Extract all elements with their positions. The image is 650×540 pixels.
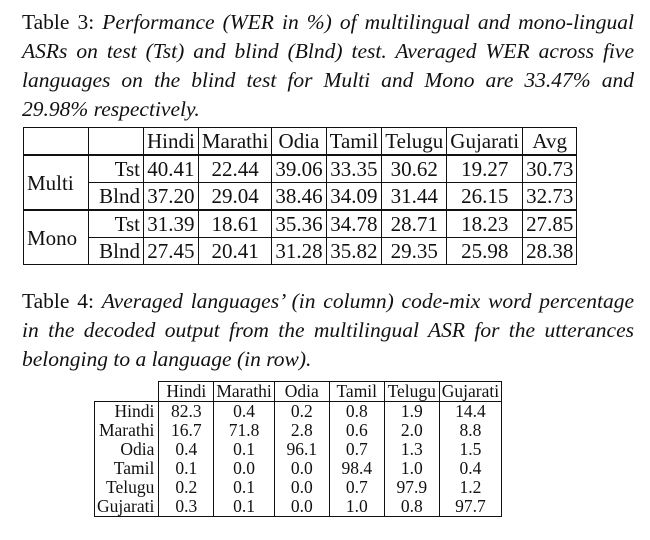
table-row	[24, 155, 577, 183]
table4-header: Gujarati	[439, 382, 501, 402]
table4-cell: 0.7	[329, 440, 384, 459]
table-row	[95, 440, 502, 459]
table3-cell: 20.41	[198, 238, 271, 265]
table3-corner-cell	[24, 128, 89, 156]
table4-cell: 0.2	[274, 402, 329, 422]
table4-header: Odia	[274, 382, 329, 402]
table3-header: Avg	[523, 128, 577, 156]
table4-cell: 16.7	[159, 421, 214, 440]
table4-cell: 0.4	[159, 440, 214, 459]
table4-header: Marathi	[214, 382, 274, 402]
table3-cell: 35.36	[272, 210, 326, 238]
table3-header: Hindi	[144, 128, 199, 156]
table3-header: Telugu	[382, 128, 447, 156]
table4-cell: 0.8	[329, 402, 384, 422]
table3-header-row	[24, 128, 577, 156]
table4-header: Hindi	[159, 382, 214, 402]
table3-header: Tamil	[326, 128, 382, 156]
table4-cell: 1.5	[439, 440, 501, 459]
table4-cell: 1.0	[329, 497, 384, 517]
table4-cell: 14.4	[439, 402, 501, 422]
table4-caption-text: Averaged languages’ (in column) code-mix word percentage in the decoded output from the multilingual ASR for the utterances belonging to a language (in row).	[22, 289, 634, 371]
table4-header-row	[95, 382, 502, 402]
table-row	[24, 210, 577, 238]
table3-cell: 27.85	[523, 210, 577, 238]
table3-row-label: Tst	[89, 155, 144, 183]
table3-header: Odia	[272, 128, 326, 156]
table4-cell: 0.1	[214, 478, 274, 497]
table4-cell: 0.0	[274, 497, 329, 517]
table3-cell: 33.35	[326, 155, 382, 183]
table4-cell: 1.2	[439, 478, 501, 497]
table4-cell: 0.0	[274, 478, 329, 497]
table4-cell: 98.4	[329, 459, 384, 478]
table4-cell: 1.9	[384, 402, 439, 422]
table4-cell: 0.0	[214, 459, 274, 478]
table4-row-label: Hindi	[95, 402, 159, 422]
table4-cell: 0.7	[329, 478, 384, 497]
table-row	[95, 459, 502, 478]
table3-cell: 40.41	[144, 155, 199, 183]
table3-cell: 35.82	[326, 238, 382, 265]
table4-row-label: Gujarati	[95, 497, 159, 517]
table4-cell: 0.3	[159, 497, 214, 517]
table4-caption	[22, 287, 634, 374]
table4-caption-label: Table 4:	[22, 289, 94, 313]
table4-corner-cell	[95, 382, 159, 402]
table3-cell: 22.44	[198, 155, 271, 183]
table4-cell: 0.0	[274, 459, 329, 478]
table4-cell: 1.3	[384, 440, 439, 459]
table4-cell: 0.1	[214, 440, 274, 459]
table3-group-label: Multi	[24, 155, 89, 210]
table3-row-label: Blnd	[89, 238, 144, 265]
table3-corner-cell	[89, 128, 144, 156]
table3-cell: 34.78	[326, 210, 382, 238]
table-row	[95, 497, 502, 517]
table4-header: Tamil	[329, 382, 384, 402]
table4-row-label: Marathi	[95, 421, 159, 440]
table3-cell: 18.23	[447, 210, 523, 238]
table3-cell: 31.28	[272, 238, 326, 265]
table3-cell: 25.98	[447, 238, 523, 265]
table3-caption	[22, 8, 634, 124]
table4-cell: 97.7	[439, 497, 501, 517]
table3-group-label: Mono	[24, 210, 89, 265]
table3-caption-text: Performance (WER in %) of multilingual and mono-lingual ASRs on test (Tst) and blind (Blnd) test. Averaged WER across five languages on the blind test for Multi and Mono are 33.47% and 29.98% respectively.	[22, 10, 635, 121]
table4-cell: 97.9	[384, 478, 439, 497]
table3-cell: 30.62	[382, 155, 447, 183]
table3-cell: 38.46	[272, 183, 326, 211]
table4-cell: 82.3	[159, 402, 214, 422]
table-row	[95, 421, 502, 440]
table3	[23, 127, 577, 265]
table4-cell: 0.1	[159, 459, 214, 478]
table4-cell: 71.8	[214, 421, 274, 440]
table3-cell: 28.38	[523, 238, 577, 265]
table3-cell: 26.15	[447, 183, 523, 211]
table4	[94, 381, 502, 517]
table4-cell: 0.2	[159, 478, 214, 497]
table3-cell: 29.35	[382, 238, 447, 265]
table4-row-label: Tamil	[95, 459, 159, 478]
table4-cell: 1.0	[384, 459, 439, 478]
table3-cell: 19.27	[447, 155, 523, 183]
table-row	[95, 402, 502, 422]
table-row	[95, 478, 502, 497]
table4-cell: 2.8	[274, 421, 329, 440]
table-row	[24, 238, 577, 265]
table3-cell: 32.73	[523, 183, 577, 211]
table4-cell: 0.4	[214, 402, 274, 422]
table-row	[24, 183, 577, 211]
table4-cell: 0.6	[329, 421, 384, 440]
table3-cell: 27.45	[144, 238, 199, 265]
table3-header: Marathi	[198, 128, 271, 156]
table4-cell: 2.0	[384, 421, 439, 440]
table4-header: Telugu	[384, 382, 439, 402]
table3-cell: 29.04	[198, 183, 271, 211]
table4-cell: 8.8	[439, 421, 501, 440]
table3-cell: 18.61	[198, 210, 271, 238]
table3-cell: 37.20	[144, 183, 199, 211]
table3-row-label: Tst	[89, 210, 144, 238]
table4-cell: 0.4	[439, 459, 501, 478]
table4-cell: 0.1	[214, 497, 274, 517]
table4-row-label: Telugu	[95, 478, 159, 497]
table3-cell: 39.06	[272, 155, 326, 183]
table3-row-label: Blnd	[89, 183, 144, 211]
table3-caption-label: Table 3:	[22, 10, 95, 34]
table3-cell: 28.71	[382, 210, 447, 238]
table3-cell: 34.09	[326, 183, 382, 211]
table4-cell: 96.1	[274, 440, 329, 459]
table4-row-label: Odia	[95, 440, 159, 459]
table3-cell: 31.44	[382, 183, 447, 211]
table3-cell: 31.39	[144, 210, 199, 238]
table3-cell: 30.73	[523, 155, 577, 183]
table4-cell: 0.8	[384, 497, 439, 517]
table3-header: Gujarati	[447, 128, 523, 156]
